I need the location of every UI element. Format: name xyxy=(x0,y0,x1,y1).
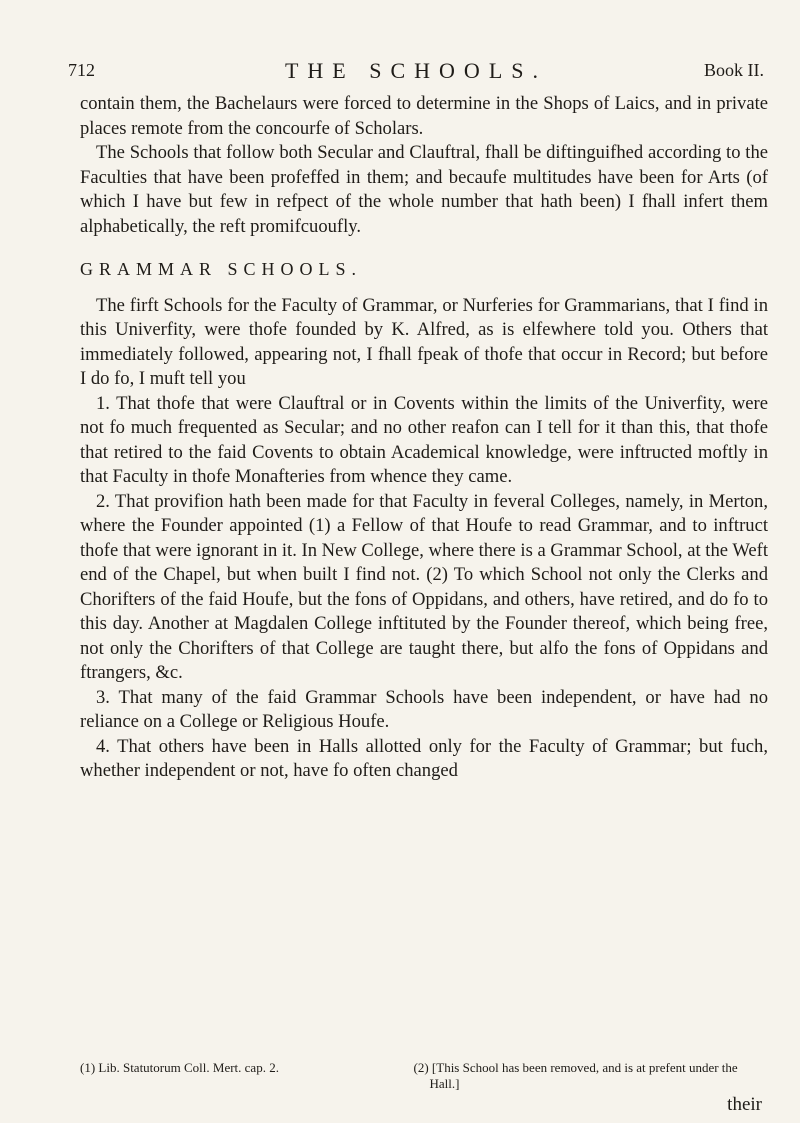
footnote-2: (2) [This School has been removed, and is at prefent under the Hall.] xyxy=(413,1060,738,1091)
body-text xyxy=(80,92,768,784)
paragraph-point-3: 3. That many of the faid Grammar Schools have been independent, or have had no reliance on a College or Religious Houfe. xyxy=(80,686,768,732)
running-head xyxy=(68,58,764,86)
paragraph-first-schools: The firft Schools for the Faculty of Grammar, or Nurferies for Grammarians, that I find in this Univerfity, were thofe founded by K. Alfred, as is elfewhere told you. Others that immediately followed, appearing not, I fhall fpeak of thofe that occur in Record; but before I do fo, I muft tell you xyxy=(80,294,768,389)
running-title: THE SCHOOLS. xyxy=(284,58,547,83)
paragraph-point-1: 1. That thofe that were Clauftral or in Covents within the limits of the Univerfity, were not fo much frequented as Secular; and no other reafon can I tell for it than this, that thofe that retired to the faid Covents to obtain Academical knowledge, were inftructed moftly in that Faculty in thofe Monafteries from whence they came. xyxy=(80,392,768,487)
page-number: 712 xyxy=(68,60,95,80)
footnotes xyxy=(80,1060,768,1092)
catchword: their xyxy=(727,1094,762,1115)
paragraph-continuation: contain them, the Bachelaurs were forced to determine in the Shops of Laics, and in private places remote from the concourfe of Scholars. xyxy=(80,93,768,139)
book-label: Book II. xyxy=(704,60,764,80)
footnote-1: (1) Lib. Statutorum Coll. Mert. cap. 2. xyxy=(80,1060,279,1075)
paragraph-point-2: 2. That provifion hath been made for that Faculty in feveral Colleges, namely, in Merton, where the Founder appointed (1) a Fellow of that Houfe to read Grammar, and to inftruct thofe that were ignorant in it. In New College, where there is a Grammar School, at the Weft end of the Chapel, but when built I find not. (2) To which School not only the Clerks and Chorifters of the faid Houfe, but the fons of Oppidans, and others, have retired, and do fo to this day. Another at Magdalen College inftituted by the Founder thereof, which being free, not only the Chorifters of that College are taught there, but alfo the fons of Oppidans and ftrangers, &c. xyxy=(80,490,768,683)
paragraph-point-4: 4. That others have been in Halls allotted only for the Faculty of Grammar; but fuch, whether independent or not, have fo often changed xyxy=(80,735,768,781)
paragraph-schools-intro: The Schools that follow both Secular and Clauftral, fhall be diftinguifhed according to the Faculties that have been profeffed in them; and becaufe multitudes have been for Arts (of which I have but few in refpect of the whole number that hath been) I fhall infert them alphabetically, the reft promifcuoufly. xyxy=(80,142,768,237)
section-heading: GRAMMAR SCHOOLS. xyxy=(80,259,363,279)
